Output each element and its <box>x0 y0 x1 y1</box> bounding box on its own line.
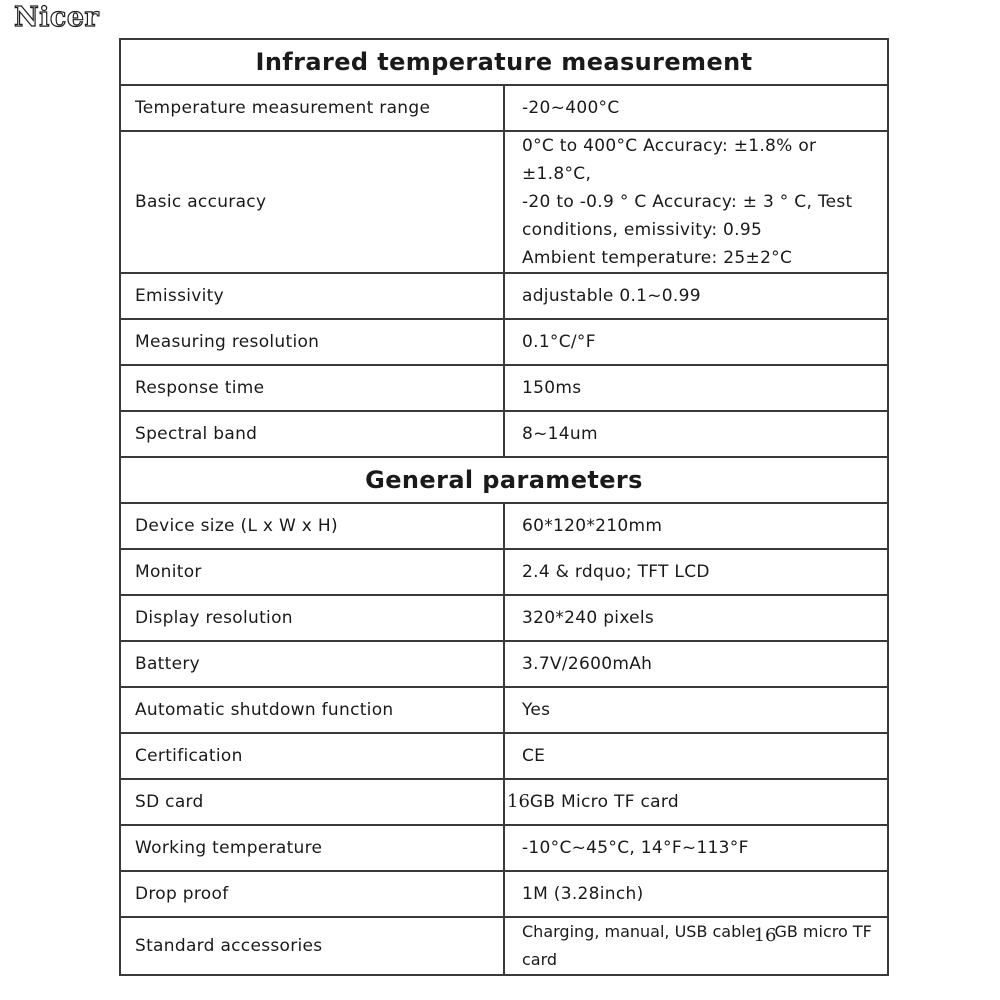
row-label: SD card <box>120 779 504 825</box>
section-title-infrared: Infrared temperature measurement <box>120 39 888 85</box>
table-row <box>120 641 888 687</box>
row-label: Battery <box>120 641 504 687</box>
row-label: Monitor <box>120 549 504 595</box>
row-label: Standard accessories <box>120 917 504 975</box>
accuracy-line: conditions, emissivity: 0.95 <box>522 220 763 240</box>
section-title-general: General parameters <box>120 457 888 503</box>
row-value: adjustable 0.1~0.99 <box>504 273 888 319</box>
row-value: -20~400°C <box>504 85 888 131</box>
row-value <box>504 779 888 825</box>
row-value: 60*120*210mm <box>504 503 888 549</box>
table-row <box>120 503 888 549</box>
row-value: 320*240 pixels <box>504 595 888 641</box>
accuracy-line: Ambient temperature: 25±2°C <box>522 248 793 268</box>
row-value: 8~14um <box>504 411 888 457</box>
row-value: 0.1°C/°F <box>504 319 888 365</box>
table-row <box>120 871 888 917</box>
table-row <box>120 595 888 641</box>
row-label: Automatic shutdown function <box>120 687 504 733</box>
row-value: 150ms <box>504 365 888 411</box>
table-row <box>120 687 888 733</box>
spec-table <box>119 38 889 976</box>
brand-logo: Nicer <box>14 2 100 33</box>
row-value: 3.7V/2600mAh <box>504 641 888 687</box>
row-value <box>504 917 888 975</box>
row-label: Temperature measurement range <box>120 85 504 131</box>
row-value: -10°C~45°C, 14°F~113°F <box>504 825 888 871</box>
accessories-text: Charging, manual, USB cable <box>522 922 756 941</box>
table-row <box>120 85 888 131</box>
row-label: Device size (L x W x H) <box>120 503 504 549</box>
accuracy-line: -20 to -0.9 ° C Accuracy: ± 3 ° C, Test <box>522 192 853 212</box>
row-label: Response time <box>120 365 504 411</box>
row-label: Basic accuracy <box>120 131 504 273</box>
row-label: Measuring resolution <box>120 319 504 365</box>
row-label: Working temperature <box>120 825 504 871</box>
row-label: Emissivity <box>120 273 504 319</box>
row-label: Certification <box>120 733 504 779</box>
accessories-card: GB micro TF card <box>522 922 872 969</box>
row-label: Drop proof <box>120 871 504 917</box>
section-header-row <box>120 39 888 85</box>
table-row <box>120 131 888 273</box>
accessories-capacity: 16 <box>753 925 777 946</box>
table-row <box>120 365 888 411</box>
row-value-multiline <box>504 131 888 273</box>
table-row <box>120 411 888 457</box>
accuracy-line: 0°C to 400°C Accuracy: ±1.8% or ±1.8°C, <box>522 136 817 184</box>
table-row <box>120 273 888 319</box>
row-value: Yes <box>504 687 888 733</box>
row-value: CE <box>504 733 888 779</box>
sd-card-capacity: 16 <box>507 791 530 812</box>
sd-card-type: GB Micro TF card <box>529 792 679 812</box>
table-row <box>120 319 888 365</box>
row-value: 2.4 & rdquo; TFT LCD <box>504 549 888 595</box>
table-row <box>120 779 888 825</box>
table-row <box>120 549 888 595</box>
table-row <box>120 825 888 871</box>
row-label: Spectral band <box>120 411 504 457</box>
row-value: 1M (3.28inch) <box>504 871 888 917</box>
table-row <box>120 733 888 779</box>
section-header-row <box>120 457 888 503</box>
table-row <box>120 917 888 975</box>
row-label: Display resolution <box>120 595 504 641</box>
